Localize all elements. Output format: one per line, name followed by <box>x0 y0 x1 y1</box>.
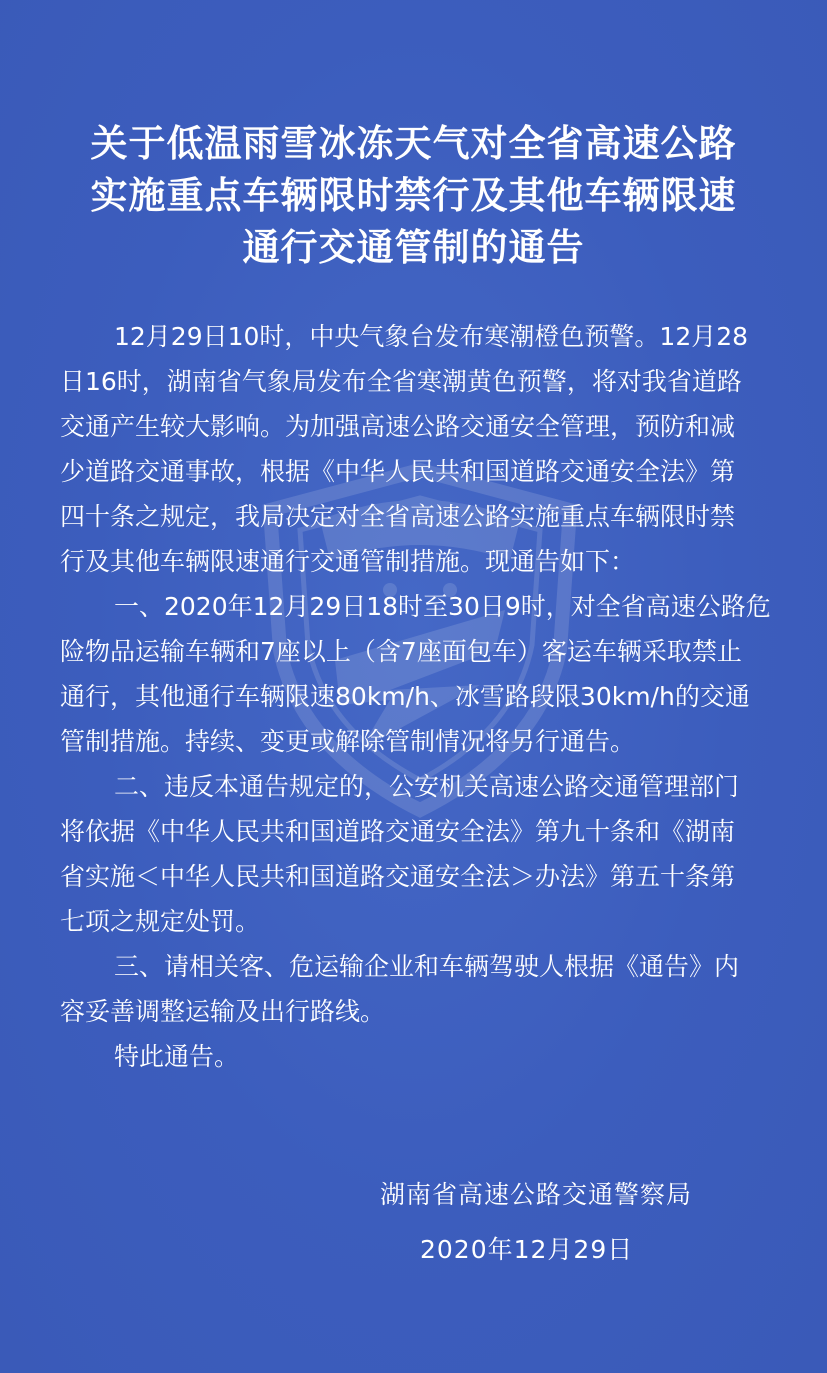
text-line: 七项之规定处罚。 <box>60 907 261 936</box>
notice-body <box>60 314 780 1079</box>
text-line: 三、请相关客、危运输企业和车辆驾驶人根据《通告》内 <box>114 952 740 981</box>
paragraph-item-3 <box>60 944 780 1034</box>
text-line: 少道路交通事故，根据《中华人民共和国道路交通安全法》第 <box>60 457 736 486</box>
paragraph-item-2 <box>60 764 780 944</box>
text-line: 省实施＜中华人民共和国道路交通安全法＞办法》第五十条第 <box>60 862 736 891</box>
text-line: 一、2020年12月29日18时至30日9时，对全省高速公路危 <box>114 592 771 621</box>
text-line: 管制措施。持续、变更或解除管制情况将另行通告。 <box>60 727 636 756</box>
title-line-1: 关于低温雨雪冰冻天气对全省高速公路 <box>90 122 737 165</box>
paragraph-closing <box>60 1034 780 1079</box>
paragraph-intro <box>60 314 780 584</box>
text-line: 日16时，湖南省气象局发布全省寒潮黄色预警，将对我省道路 <box>60 367 742 396</box>
text-line: 将依据《中华人民共和国道路交通安全法》第九十条和《湖南 <box>60 817 736 846</box>
issuer-signature: 湖南省高速公路交通警察局 <box>380 1180 693 1209</box>
text-line: 二、违反本通告规定的，公安机关高速公路交通管理部门 <box>114 772 740 801</box>
text-line: 12月29日10时，中央气象台发布寒潮橙色预警。12月28 <box>114 322 749 351</box>
notice-title <box>40 118 787 274</box>
title-line-3: 通行交通管制的通告 <box>242 226 585 269</box>
text-line: 行及其他车辆限速通行交通管制措施。现通告如下： <box>60 547 636 576</box>
text-line: 容妥善调整运输及出行路线。 <box>60 997 386 1026</box>
closing-text: 特此通告。 <box>114 1042 240 1071</box>
text-line: 交通产生较大影响。为加强高速公路交通安全管理，预防和减 <box>60 412 736 441</box>
text-line: 四十条之规定，我局决定对全省高速公路实施重点车辆限时禁 <box>60 502 736 531</box>
text-line: 通行，其他通行车辆限速80km/h、冰雪路段限30km/h的交通 <box>60 682 750 711</box>
title-line-2: 实施重点车辆限时禁行及其他车辆限速 <box>90 174 737 217</box>
issue-date: 2020年12月29日 <box>420 1235 634 1264</box>
paragraph-item-1 <box>60 584 780 764</box>
text-line: 险物品运输车辆和7座以上（含7座面包车）客运车辆采取禁止 <box>60 637 742 666</box>
